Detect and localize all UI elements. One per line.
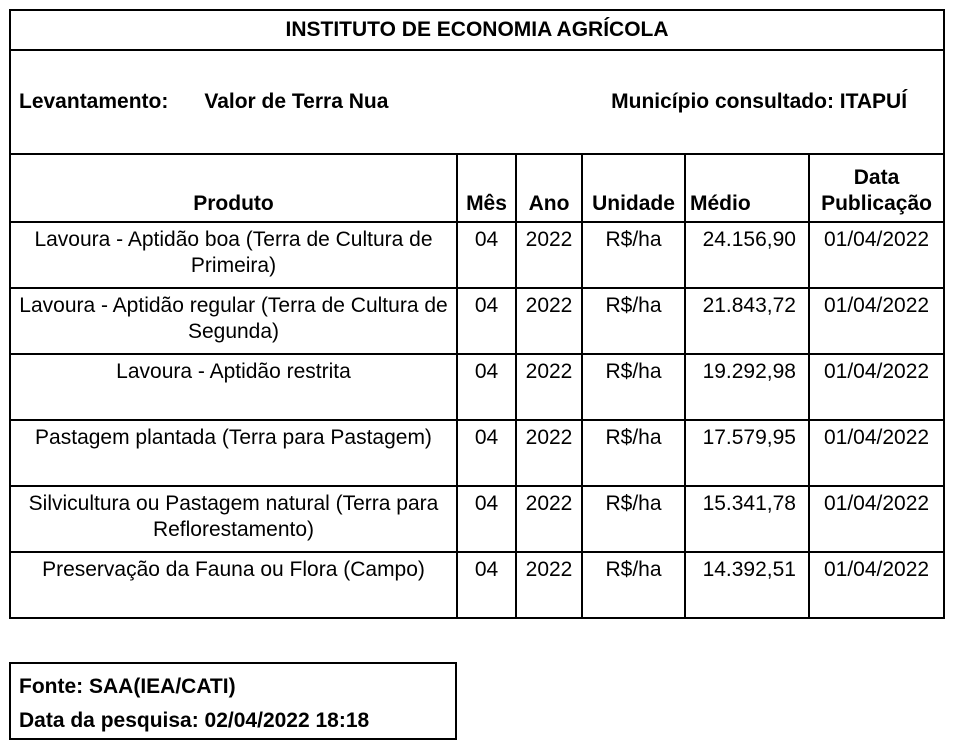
cell-unidade: R$/ha xyxy=(582,288,685,354)
cell-ano: 2022 xyxy=(516,486,582,552)
header-ano: Ano xyxy=(516,154,582,222)
levantamento-label: Levantamento: xyxy=(19,90,169,113)
table-row xyxy=(10,222,944,288)
cell-produto: Preservação da Fauna ou Flora (Campo) xyxy=(10,552,457,618)
data-pesquisa-label: Data da pesquisa: 02/04/2022 18:18 xyxy=(19,709,370,732)
table-row xyxy=(10,486,944,552)
cell-mes: 04 xyxy=(457,552,516,618)
cell-data: 01/04/2022 xyxy=(809,552,944,618)
header-medio: Médio xyxy=(685,154,809,222)
cell-mes: 04 xyxy=(457,354,516,420)
cell-data: 01/04/2022 xyxy=(809,420,944,486)
municipio-label: Município consultado: ITAPUÍ xyxy=(611,90,908,113)
fonte-label: Fonte: SAA(IEA/CATI) xyxy=(19,675,236,698)
cell-unidade: R$/ha xyxy=(582,354,685,420)
cell-produto: Lavoura - Aptidão boa (Terra de Cultura de Primeira) xyxy=(10,222,457,288)
header-data-line2: Publicação xyxy=(821,192,932,215)
table-row xyxy=(10,552,944,618)
cell-ano: 2022 xyxy=(516,222,582,288)
source-box xyxy=(9,662,457,740)
cell-produto: Lavoura - Aptidão regular (Terra de Cultura de Segunda) xyxy=(10,288,457,354)
cell-unidade: R$/ha xyxy=(582,486,685,552)
cell-produto: Silvicultura ou Pastagem natural (Terra para Reflorestamento) xyxy=(10,486,457,552)
cell-ano: 2022 xyxy=(516,552,582,618)
header-produto: Produto xyxy=(10,154,457,222)
cell-unidade: R$/ha xyxy=(582,552,685,618)
cell-mes: 04 xyxy=(457,420,516,486)
cell-data: 01/04/2022 xyxy=(809,354,944,420)
cell-data: 01/04/2022 xyxy=(809,222,944,288)
cell-unidade: R$/ha xyxy=(582,222,685,288)
header-data-publicacao xyxy=(809,154,944,222)
cell-produto: Pastagem plantada (Terra para Pastagem) xyxy=(10,420,457,486)
table-row xyxy=(10,420,944,486)
cell-mes: 04 xyxy=(457,288,516,354)
cell-ano: 2022 xyxy=(516,420,582,486)
cell-unidade: R$/ha xyxy=(582,420,685,486)
cell-medio: 15.341,78 xyxy=(685,486,809,552)
cell-ano: 2022 xyxy=(516,288,582,354)
cell-produto: Lavoura - Aptidão restrita xyxy=(10,354,457,420)
table-row xyxy=(10,288,944,354)
cell-medio: 19.292,98 xyxy=(685,354,809,420)
cell-medio: 17.579,95 xyxy=(685,420,809,486)
cell-data: 01/04/2022 xyxy=(809,486,944,552)
land-value-table xyxy=(9,9,945,619)
table-row xyxy=(10,354,944,420)
cell-medio: 21.843,72 xyxy=(685,288,809,354)
page-title: INSTITUTO DE ECONOMIA AGRÍCOLA xyxy=(10,10,944,50)
header-unidade: Unidade xyxy=(582,154,685,222)
title-row xyxy=(10,10,944,50)
cell-medio: 24.156,90 xyxy=(685,222,809,288)
cell-mes: 04 xyxy=(457,222,516,288)
cell-data: 01/04/2022 xyxy=(809,288,944,354)
header-row xyxy=(10,154,944,222)
levantamento-value: Valor de Terra Nua xyxy=(204,90,389,113)
header-data-line1: Data xyxy=(853,166,900,189)
cell-ano: 2022 xyxy=(516,354,582,420)
info-row xyxy=(10,50,944,154)
info-cell xyxy=(10,50,944,154)
header-mes: Mês xyxy=(457,154,516,222)
cell-medio: 14.392,51 xyxy=(685,552,809,618)
info-wrap xyxy=(19,89,935,115)
cell-mes: 04 xyxy=(457,486,516,552)
